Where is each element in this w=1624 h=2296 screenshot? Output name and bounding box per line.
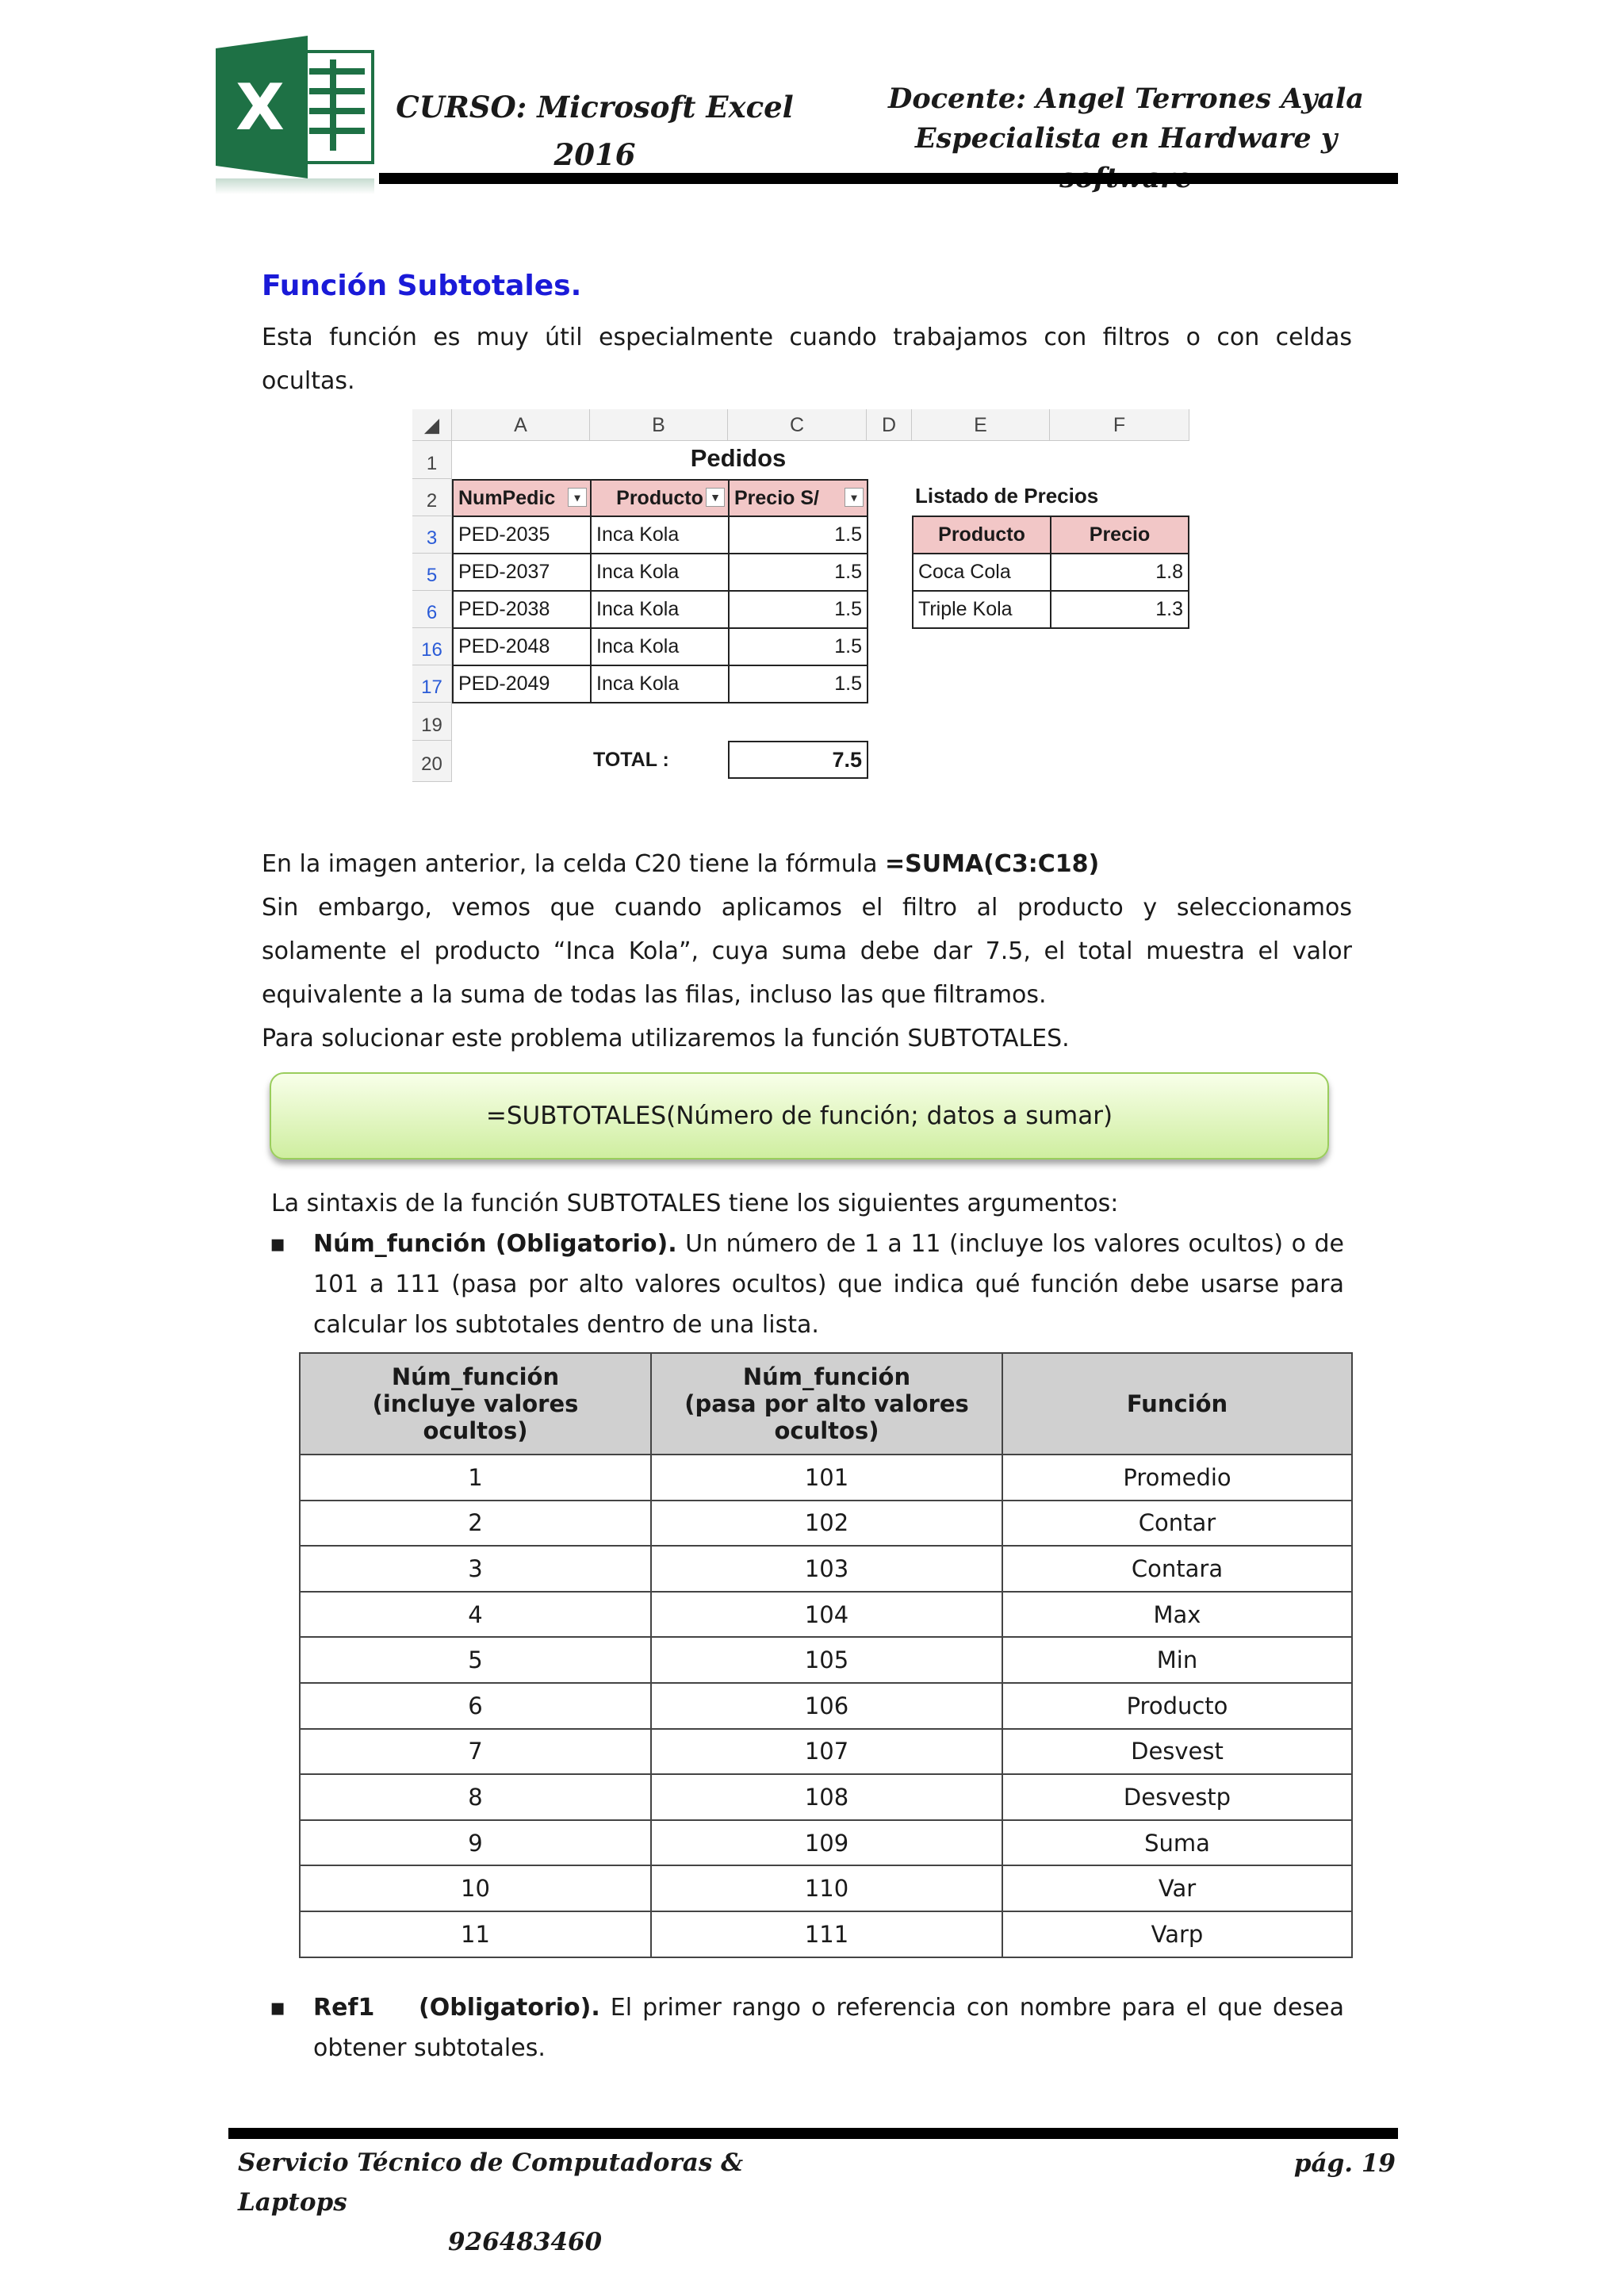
- logo-letter: X: [236, 71, 285, 144]
- bullet-text: [313, 1987, 1344, 2068]
- header-funcion: [1002, 1353, 1352, 1455]
- price-cell: 1.5: [728, 590, 868, 629]
- filter-dropdown-icon[interactable]: ▾: [568, 488, 587, 507]
- function-table: [299, 1352, 1353, 1958]
- table-row: [300, 1501, 1352, 1547]
- header-cell-label: NumPedic: [458, 487, 556, 509]
- order-id-cell: PED-2038: [452, 590, 592, 629]
- row-header: 5: [412, 554, 452, 591]
- total-label: TOTAL :: [593, 749, 669, 771]
- price-cell: 1.5: [728, 665, 868, 703]
- row-header: 1: [412, 441, 452, 479]
- explanation-line-1: [262, 842, 1352, 886]
- table-row: [300, 1774, 1352, 1820]
- product-cell: Inca Kola: [590, 627, 730, 666]
- spreadsheet-image: [412, 409, 1197, 790]
- column-header: B: [590, 409, 728, 441]
- num-incluye-cell: 11: [300, 1911, 651, 1957]
- product-cell: Inca Kola: [590, 553, 730, 592]
- bullet-label: Núm_función (Obligatorio).: [313, 1230, 677, 1258]
- function-cell: Contara: [1002, 1546, 1352, 1592]
- num-pasa-cell: 109: [651, 1820, 1002, 1866]
- table-row: [300, 1637, 1352, 1683]
- num-incluye-cell: 5: [300, 1637, 651, 1683]
- table-row: [300, 1546, 1352, 1592]
- price-list-title: Listado de Precios: [915, 484, 1099, 508]
- column-header: D: [867, 409, 912, 441]
- order-id-cell: PED-2037: [452, 553, 592, 592]
- table-header-row: [300, 1353, 1352, 1455]
- course-line-1: CURSO: Microsoft Excel: [396, 90, 794, 125]
- explanation-line-4: equivalente a la suma de todas las filas, incluso las que filtramos.: [262, 981, 1047, 1009]
- row-header: 19: [412, 703, 452, 741]
- order-id-cell: PED-2049: [452, 665, 592, 703]
- table-row: [300, 1683, 1352, 1729]
- service-name: Servicio Técnico de Computadoras & Laptops: [238, 2148, 744, 2217]
- header-line: Núm_función: [391, 1363, 560, 1390]
- bullet-num-funcion: [270, 1224, 1348, 1351]
- num-incluye-cell: 2: [300, 1501, 651, 1547]
- subtotals-syntax-box: =SUBTOTALES(Número de función; datos a sumar): [270, 1072, 1329, 1159]
- header-cell-numpedido: [452, 479, 592, 517]
- service-phone: 926483460: [448, 2228, 603, 2256]
- column-header: C: [728, 409, 867, 441]
- footer-rule: [228, 2128, 1398, 2139]
- header-line: Núm_función: [742, 1363, 911, 1390]
- column-header: E: [912, 409, 1050, 441]
- header-cell-label: Producto: [616, 487, 703, 509]
- function-cell: Producto: [1002, 1683, 1352, 1729]
- product-cell: Inca Kola: [590, 516, 730, 554]
- function-cell: Suma: [1002, 1820, 1352, 1866]
- function-cell: Desvest: [1002, 1729, 1352, 1775]
- course-line-2: 2016: [553, 137, 636, 172]
- header-line: ocultos): [774, 1417, 879, 1444]
- num-pasa-cell: 102: [651, 1501, 1002, 1547]
- header-line: (incluye valores: [372, 1390, 579, 1417]
- syntax-intro: La sintaxis de la función SUBTOTALES tiene los siguientes argumentos:: [271, 1190, 1119, 1217]
- table-row: [300, 1911, 1352, 1957]
- section-title: Función Subtotales.: [262, 270, 582, 302]
- num-pasa-cell: 110: [651, 1865, 1002, 1911]
- function-cell: Max: [1002, 1592, 1352, 1638]
- price-list-price-cell: 1.3: [1050, 590, 1189, 629]
- row-header: 2: [412, 479, 452, 516]
- table-row: [300, 1592, 1352, 1638]
- orders-title: Pedidos: [690, 444, 787, 472]
- bullet-description: Un número de 1 a 11 (incluye los valores ocultos) o de 101 a 111 (pasa por alto valores ocultos) que indica qué función debe usarse para calcular los subtotales dentro de una lista.: [313, 1230, 1344, 1339]
- order-id-cell: PED-2035: [452, 516, 592, 554]
- course-title: [381, 83, 809, 178]
- header-cell-label: Precio S/: [734, 487, 819, 509]
- price-list-product-cell: Triple Kola: [912, 590, 1051, 629]
- function-cell: Contar: [1002, 1501, 1352, 1547]
- header-line: Función: [1126, 1390, 1228, 1417]
- sum-formula: =SUMA(C3:C18): [885, 850, 1100, 878]
- num-incluye-cell: 6: [300, 1683, 651, 1729]
- bullet-text: [313, 1224, 1344, 1345]
- explanation-paragraph: [262, 842, 1352, 1060]
- header-cell-producto: [590, 479, 730, 517]
- num-incluye-cell: 4: [300, 1592, 651, 1638]
- explanation-text: En la imagen anterior, la celda C20 tiene la fórmula: [262, 850, 885, 878]
- row-header: 20: [412, 741, 452, 782]
- bullet-ref1: [270, 1987, 1348, 2075]
- footer-service: [238, 2143, 769, 2262]
- num-incluye-cell: 9: [300, 1820, 651, 1866]
- price-list-header-product: Producto: [912, 516, 1051, 554]
- filter-dropdown-icon[interactable]: ▾: [845, 488, 864, 507]
- header-cell-precio: [728, 479, 868, 517]
- header-rule: [379, 173, 1398, 184]
- function-cell: Varp: [1002, 1911, 1352, 1957]
- bullet-label: Ref1 (Obligatorio).: [313, 1994, 600, 2022]
- header-line: (pasa por alto valores: [684, 1390, 969, 1417]
- select-all-corner: ◢: [412, 409, 452, 441]
- table-row: [300, 1729, 1352, 1775]
- price-list-header-price: Precio: [1050, 516, 1189, 554]
- function-cell: Desvestp: [1002, 1774, 1352, 1820]
- num-incluye-cell: 1: [300, 1455, 651, 1501]
- table-row: [300, 1455, 1352, 1501]
- explanation-line-5: Para solucionar este problema utilizaremos la función SUBTOTALES.: [262, 1025, 1070, 1052]
- header-line: ocultos): [423, 1417, 528, 1444]
- num-incluye-cell: 8: [300, 1774, 651, 1820]
- explanation-line-3: solamente el producto “Inca Kola”, cuya suma debe dar 7.5, el total muestra el valor: [262, 937, 1352, 965]
- num-incluye-cell: 3: [300, 1546, 651, 1592]
- header-num-incluye: [300, 1353, 651, 1455]
- num-pasa-cell: 107: [651, 1729, 1002, 1775]
- page-number: pág. 19: [1293, 2149, 1396, 2178]
- column-header: A: [452, 409, 590, 441]
- num-pasa-cell: 105: [651, 1637, 1002, 1683]
- price-list-product-cell: Coca Cola: [912, 553, 1051, 592]
- intro-line-1: Esta función es muy útil especialmente cuando trabajamos con filtros o con celdas: [262, 324, 1352, 351]
- row-header: 6: [412, 591, 452, 628]
- row-header: 17: [412, 665, 452, 703]
- filter-active-icon[interactable]: ▼: [706, 488, 725, 507]
- total-value-cell: 7.5: [728, 741, 868, 779]
- price-cell: 1.5: [728, 627, 868, 666]
- intro-line-2: ocultas.: [262, 367, 355, 395]
- row-header: 16: [412, 628, 452, 665]
- bullet-description: El primer rango o referencia con nombre para el que desea obtener subtotales.: [313, 1994, 1344, 2062]
- price-list-price-cell: 1.8: [1050, 553, 1189, 592]
- price-cell: 1.5: [728, 553, 868, 592]
- explanation-line-2: Sin embargo, vemos que cuando aplicamos el filtro al producto y seleccionamos: [262, 894, 1352, 922]
- num-pasa-cell: 103: [651, 1546, 1002, 1592]
- table-row: [300, 1820, 1352, 1866]
- column-header: F: [1050, 409, 1189, 441]
- function-cell: Min: [1002, 1637, 1352, 1683]
- product-cell: Inca Kola: [590, 590, 730, 629]
- excel-logo-icon: [214, 36, 381, 194]
- order-id-cell: PED-2048: [452, 627, 592, 666]
- num-incluye-cell: 7: [300, 1729, 651, 1775]
- intro-paragraph: [262, 316, 1352, 403]
- num-pasa-cell: 106: [651, 1683, 1002, 1729]
- function-cell: Promedio: [1002, 1455, 1352, 1501]
- num-pasa-cell: 108: [651, 1774, 1002, 1820]
- teacher-line-1: Docente: Angel Terrones Ayala: [888, 82, 1364, 115]
- num-incluye-cell: 10: [300, 1865, 651, 1911]
- num-pasa-cell: 111: [651, 1911, 1002, 1957]
- table-row: [300, 1865, 1352, 1911]
- num-pasa-cell: 101: [651, 1455, 1002, 1501]
- num-pasa-cell: 104: [651, 1592, 1002, 1638]
- teacher-line-2: Especialista en Hardware y: [914, 122, 1338, 155]
- function-cell: Var: [1002, 1865, 1352, 1911]
- header-num-pasa: [651, 1353, 1002, 1455]
- price-cell: 1.5: [728, 516, 868, 554]
- row-header: 3: [412, 516, 452, 554]
- bullet-marker-icon: ▪: [270, 1994, 286, 2022]
- product-cell: Inca Kola: [590, 665, 730, 703]
- bullet-marker-icon: ▪: [270, 1230, 286, 1258]
